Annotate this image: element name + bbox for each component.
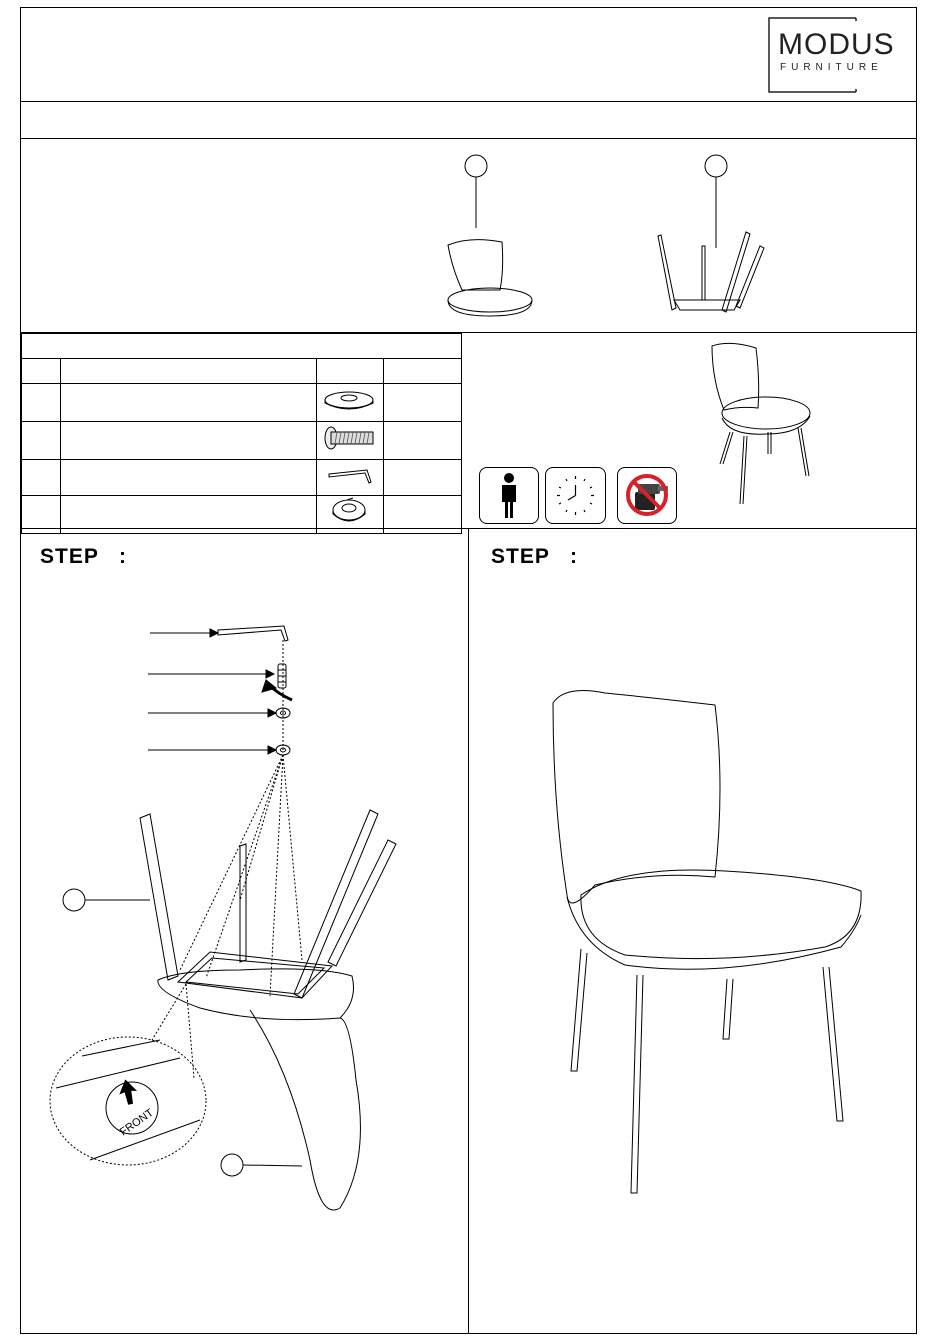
table-row — [22, 460, 462, 496]
hardware-col-description — [61, 359, 317, 384]
steps-vertical-divider — [468, 528, 469, 1334]
spring-washer-icon — [317, 496, 384, 534]
chair-seat-back-drawing — [448, 240, 532, 316]
part-callout-seat — [465, 155, 487, 228]
header-divider — [20, 101, 917, 102]
callout-seat — [221, 1154, 302, 1176]
hardware-table — [21, 333, 462, 534]
callout-frame — [63, 889, 150, 911]
callout-arrow-bolt — [148, 670, 274, 678]
callout-arrow-spring-washer — [148, 709, 276, 717]
title-divider — [20, 138, 917, 139]
brand-sub: FURNITURE — [780, 62, 883, 73]
part-callout-legs — [705, 155, 727, 248]
allen-key-icon — [317, 460, 384, 496]
callout-arrow-allen-key — [150, 629, 218, 637]
clock-icon — [545, 467, 606, 524]
leg-frame-drawing — [658, 232, 764, 312]
front-marker-label: FRONT — [117, 1106, 156, 1139]
no-power-drill-icon — [617, 467, 677, 524]
callout-arrow-washer — [148, 746, 276, 754]
finished-chair-preview — [700, 340, 820, 508]
step-1-illustration — [40, 600, 460, 1230]
hardware-col-image — [317, 359, 384, 384]
step-2-illustration — [545, 685, 865, 1195]
brand-name: MODUS — [778, 28, 895, 61]
table-row — [22, 384, 462, 422]
washer-icon — [317, 384, 384, 422]
parts-diagram — [430, 150, 790, 325]
hardware-col-no — [22, 359, 61, 384]
step-2-label: STEP : — [491, 545, 578, 568]
step-1-label: STEP : — [40, 545, 127, 568]
hardware-table-header — [22, 334, 462, 359]
bolt-icon — [317, 422, 384, 460]
hardware-col-qty — [384, 359, 462, 384]
table-row — [22, 496, 462, 534]
table-row — [22, 422, 462, 460]
one-person-icon — [479, 467, 539, 524]
